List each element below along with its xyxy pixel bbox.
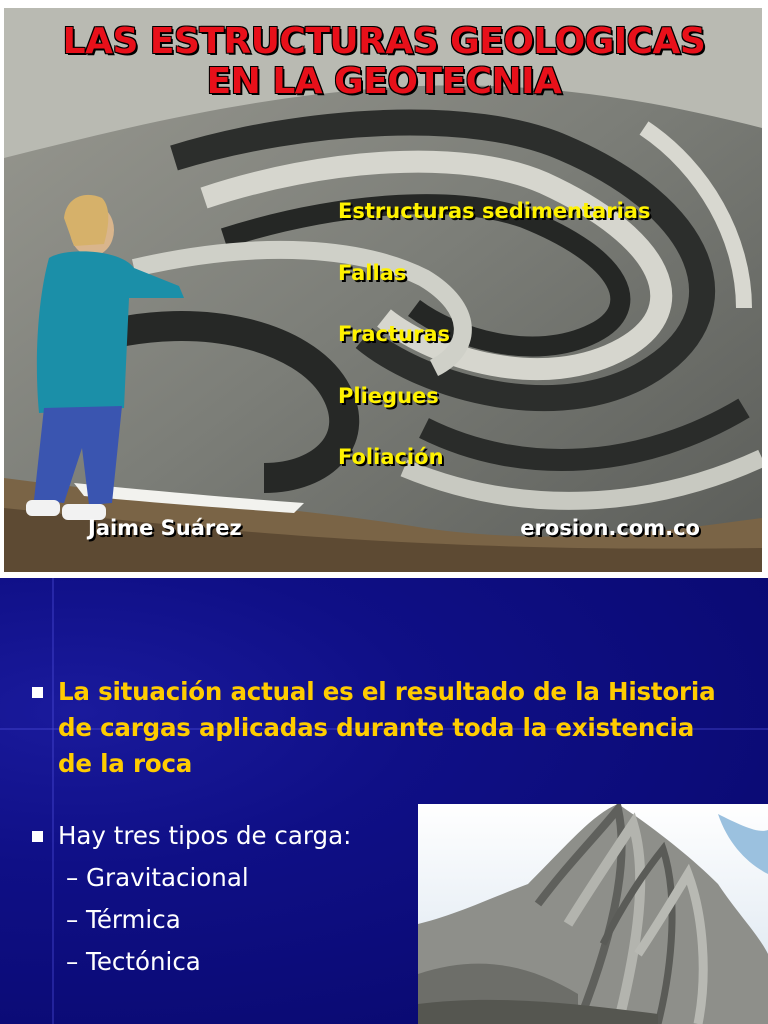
author-credit: Jaime Suárez (88, 516, 242, 540)
topic-foliation: Foliación (338, 445, 444, 469)
topic-folds: Pliegues (338, 383, 439, 408)
title-line-2: EN LA GEOTECNIA (206, 61, 562, 102)
topic-faults: Fallas (338, 260, 407, 285)
title-line-1: LAS ESTRUCTURAS GEOLOGICAS (62, 21, 706, 62)
bullet-square-icon (32, 687, 43, 698)
bullet-load-types-text: Hay tres tipos de carga: (58, 821, 352, 850)
load-type-tectonic: – Tectónica (66, 947, 201, 976)
topic-fractures: Fracturas (338, 322, 450, 346)
load-type-gravitational: – Gravitacional (66, 863, 249, 892)
topic-sedimentary-structures: Estructuras sedimentarias (338, 199, 651, 223)
bullet-load-history (28, 674, 728, 782)
slide-1-title (0, 22, 768, 102)
bullet-square-icon (32, 831, 43, 842)
website-credit: erosion.com.co (520, 516, 700, 540)
structure-topics-list (338, 196, 650, 504)
bullet-load-history-text: La situación actual es el resultado de la Historia de cargas aplicadas durante toda la existencia de la roca (58, 677, 716, 778)
slide-2 (0, 578, 768, 1024)
load-type-thermal: – Térmica (66, 905, 181, 934)
mountain-folds-photo (418, 804, 768, 1024)
